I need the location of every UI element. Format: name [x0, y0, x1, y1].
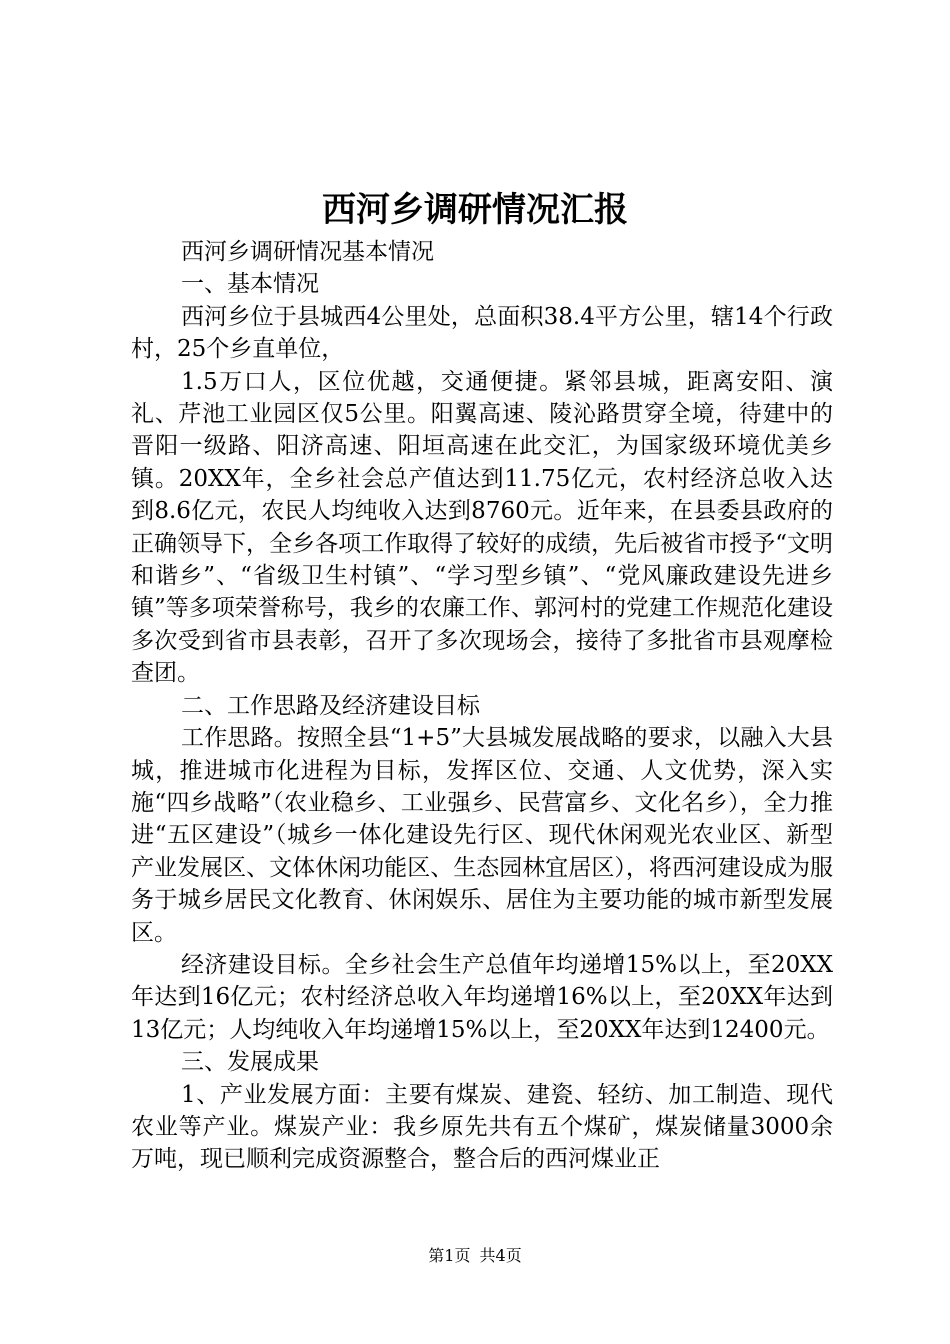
paragraph-work-ideas: 工作思路。按照全县“1+5”大县城发展战略的要求，以融入大县城，推进城市化进程为目标，发挥区位、交通、人文优势，深入实施“四乡战略”（农业稳乡、工业强乡、民营富乡、文化名乡），全力推进“五区建设”（城乡一体化建设先行区、现代休闲观光农业区、新型产业发展区、文体休闲功能区、生态园林宜居区），将西河建设成为服务于城乡居民文化教育、休闲娱乐、居住为主要功能的城市新型发展区。	[131, 725, 833, 946]
paragraph-location: 西河乡位于县城西4公里处，总面积38.4平方公里，辖14个行政村，25个乡直单位，	[131, 303, 833, 363]
paragraph-population-overview: 1.5万口人，区位优越，交通便捷。紧邻县城，距离安阳、演礼、芹池工业园区仅5公里。阳翼高速、陵沁路贯穿全境，待建中的晋阳一级路、阳济高速、阳垣高速在此交汇，为国家级环境优美乡镇。20XX年，全乡社会总产值达到11.75亿元，农村经济总收入达到8.6亿元，农民人均纯收入达到8760元。近年来，在县委县政府的正确领导下，全乡各项工作取得了较好的成绩，先后被省市授予“文明和谐乡”、“省级卫生村镇”、“学习型乡镇”、“党风廉政建设先进乡镇”等多项荣誉称号，我乡的农廉工作、郭河村的党建工作规范化建设多次受到省市县表彰，召开了多次现场会，接待了多批省市县观摩检查团。	[131, 368, 833, 687]
document-body	[131, 236, 833, 1176]
page-number: 第1页	[428, 1246, 471, 1265]
paragraph-subtitle: 西河乡调研情况基本情况	[181, 239, 434, 265]
paragraph-industry: 1、产业发展方面：主要有煤炭、建瓷、轻纺、加工制造、现代农业等产业。煤炭产业：我乡原先共有五个煤矿，煤炭储量3000余万吨，现已顺利完成资源整合，整合后的西河煤业正	[131, 1081, 833, 1173]
section-heading-basic-situation: 一、基本情况	[181, 271, 319, 298]
section-heading-work-ideas: 二、工作思路及经济建设目标	[181, 692, 480, 719]
document-title: 西河乡调研情况汇报	[322, 190, 628, 230]
paragraph-economic-goals: 经济建设目标。全乡社会生产总值年均递增15%以上，至20XX年达到16亿元；农村经济总收入年均递增16%以上，至20XX年达到13亿元；人均纯收入年均递增15%以上，至20XX年达到12400元。	[131, 951, 833, 1043]
page-footer	[0, 1246, 950, 1266]
section-heading-achievements: 三、发展成果	[181, 1049, 319, 1076]
page-total: 共4页	[479, 1246, 522, 1265]
